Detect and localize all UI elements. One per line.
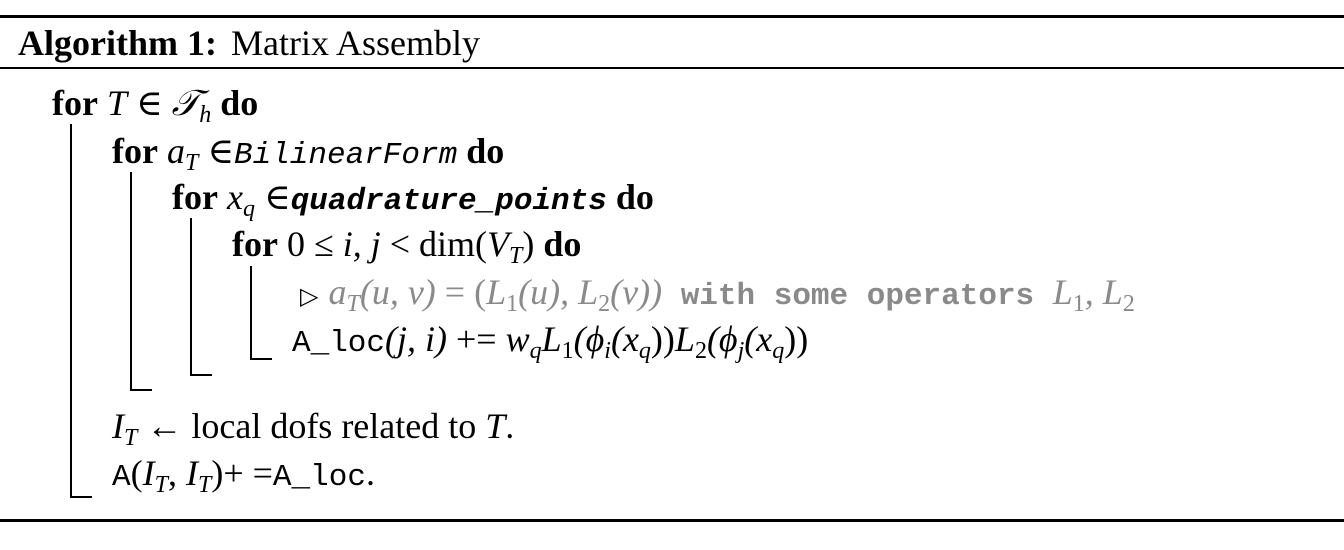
close-paren-2: )) <box>784 319 809 359</box>
op-L1-sub: 1 <box>561 338 574 364</box>
element-of: ∈ <box>207 131 234 171</box>
var-x: x <box>226 177 243 217</box>
op-L2: L <box>674 319 695 359</box>
var-T: T <box>106 83 127 123</box>
algorithm-number: Algorithm 1: <box>18 23 217 63</box>
keyword-do: do <box>543 224 582 264</box>
phi-i: (ϕ <box>573 319 605 359</box>
op-L2: L <box>578 272 599 312</box>
x-q-1: (x <box>610 319 639 359</box>
period: . <box>505 406 515 446</box>
weight-w: w <box>505 319 530 359</box>
plus-equals: += <box>447 319 506 359</box>
equals: = ( <box>435 272 487 312</box>
var-x-sub: q <box>242 196 255 222</box>
var-T: T <box>485 406 506 446</box>
dof-loop-bracket <box>250 266 272 360</box>
bilinear-loop-bracket <box>130 172 152 391</box>
var-a: a <box>166 131 185 171</box>
local-dofs-line <box>112 405 515 451</box>
space-V: V <box>487 224 510 264</box>
range-cmp: < dim( <box>380 224 488 264</box>
space-V-sub: T <box>509 243 523 269</box>
ops-sep: , <box>1084 272 1103 312</box>
var-a-sub: T <box>184 150 199 176</box>
keyword-for: for <box>52 83 98 123</box>
a-loc-source: A_loc <box>272 460 366 495</box>
global-matrix-A: A <box>112 460 131 495</box>
caption-rule <box>0 67 1344 69</box>
phi-j-sub: j <box>737 338 745 364</box>
index-I-1-sub: T <box>154 472 168 498</box>
phi-i-sub: i <box>604 338 611 364</box>
a-loc-args: (j, i) <box>385 319 447 359</box>
keyword-do: do <box>466 131 505 171</box>
lhs-a: a <box>328 272 347 312</box>
loop-elements <box>52 82 259 128</box>
keyword-for: for <box>232 224 278 264</box>
phi-j: (ϕ <box>706 319 738 359</box>
keyword-for: for <box>112 131 158 171</box>
op-L2-sub: 2 <box>598 291 611 317</box>
keyword-do: do <box>615 177 654 217</box>
comment-text: with some operators <box>662 279 1053 314</box>
ops-L1-sub: 1 <box>1072 291 1085 317</box>
comment-line <box>300 271 1135 318</box>
op-L2-arg: (v)) <box>610 272 663 312</box>
a-loc-target: A_loc <box>292 326 386 361</box>
local-matrix-update <box>292 318 808 365</box>
algorithm-title: Matrix Assembly <box>230 23 480 63</box>
comma: , <box>167 453 186 493</box>
index-I-2: I <box>185 453 198 493</box>
range-start: 0 ≤ <box>286 224 343 264</box>
index-I-1: I <box>142 453 155 493</box>
keyword-for: for <box>172 177 218 217</box>
x-q-1-sub: q <box>638 338 651 364</box>
top-rule <box>0 15 1344 18</box>
element-of: ∈ <box>136 83 163 123</box>
algorithm-caption <box>18 22 480 64</box>
x-q-2-sub: q <box>772 338 785 364</box>
loop-dofs <box>232 223 582 269</box>
ops-L2: L <box>1102 272 1123 312</box>
range-end: ) <box>522 224 535 264</box>
var-I: I <box>112 406 124 446</box>
loop-quadrature-points <box>172 176 654 223</box>
x-q-2: (x <box>744 319 773 359</box>
keyword-do: do <box>220 83 259 123</box>
mesh-set-sub: h <box>199 102 212 128</box>
var-I-sub: T <box>124 425 138 451</box>
comment-triangle-icon: ▷ <box>300 282 319 310</box>
index-I-2-sub: T <box>197 472 212 498</box>
loop-bilinear-forms <box>112 130 504 177</box>
op-L1: L <box>541 319 562 359</box>
period: . <box>365 453 375 493</box>
op-L1-sub: 1 <box>506 291 519 317</box>
close-paren-1: )) <box>650 319 675 359</box>
weight-w-sub: q <box>529 338 542 364</box>
quadrature-loop-bracket <box>190 218 212 376</box>
range-vars: i, j <box>342 224 381 264</box>
ops-L2-sub: 2 <box>1122 291 1135 317</box>
mesh-set: 𝒯 <box>171 83 200 123</box>
open-paren: ( <box>130 453 143 493</box>
op-L1: L <box>486 272 507 312</box>
plus-equals: )+ = <box>211 453 273 493</box>
assign-text: ← local dofs related to <box>137 406 486 446</box>
lhs-args: (u, v) <box>359 272 436 312</box>
lhs-a-sub: T <box>346 291 360 317</box>
bilinear-form-name: BilinearForm <box>233 138 458 173</box>
element-of: ∈ <box>263 177 291 217</box>
bottom-rule <box>0 519 1344 522</box>
op-L2-sub: 2 <box>694 338 707 364</box>
outer-loop-bracket <box>70 124 92 498</box>
quadrature-points-name: quadrature_points <box>290 184 607 219</box>
op-L1-arg: (u), <box>518 272 579 312</box>
global-assembly-line <box>112 452 375 499</box>
ops-L1: L <box>1052 272 1073 312</box>
